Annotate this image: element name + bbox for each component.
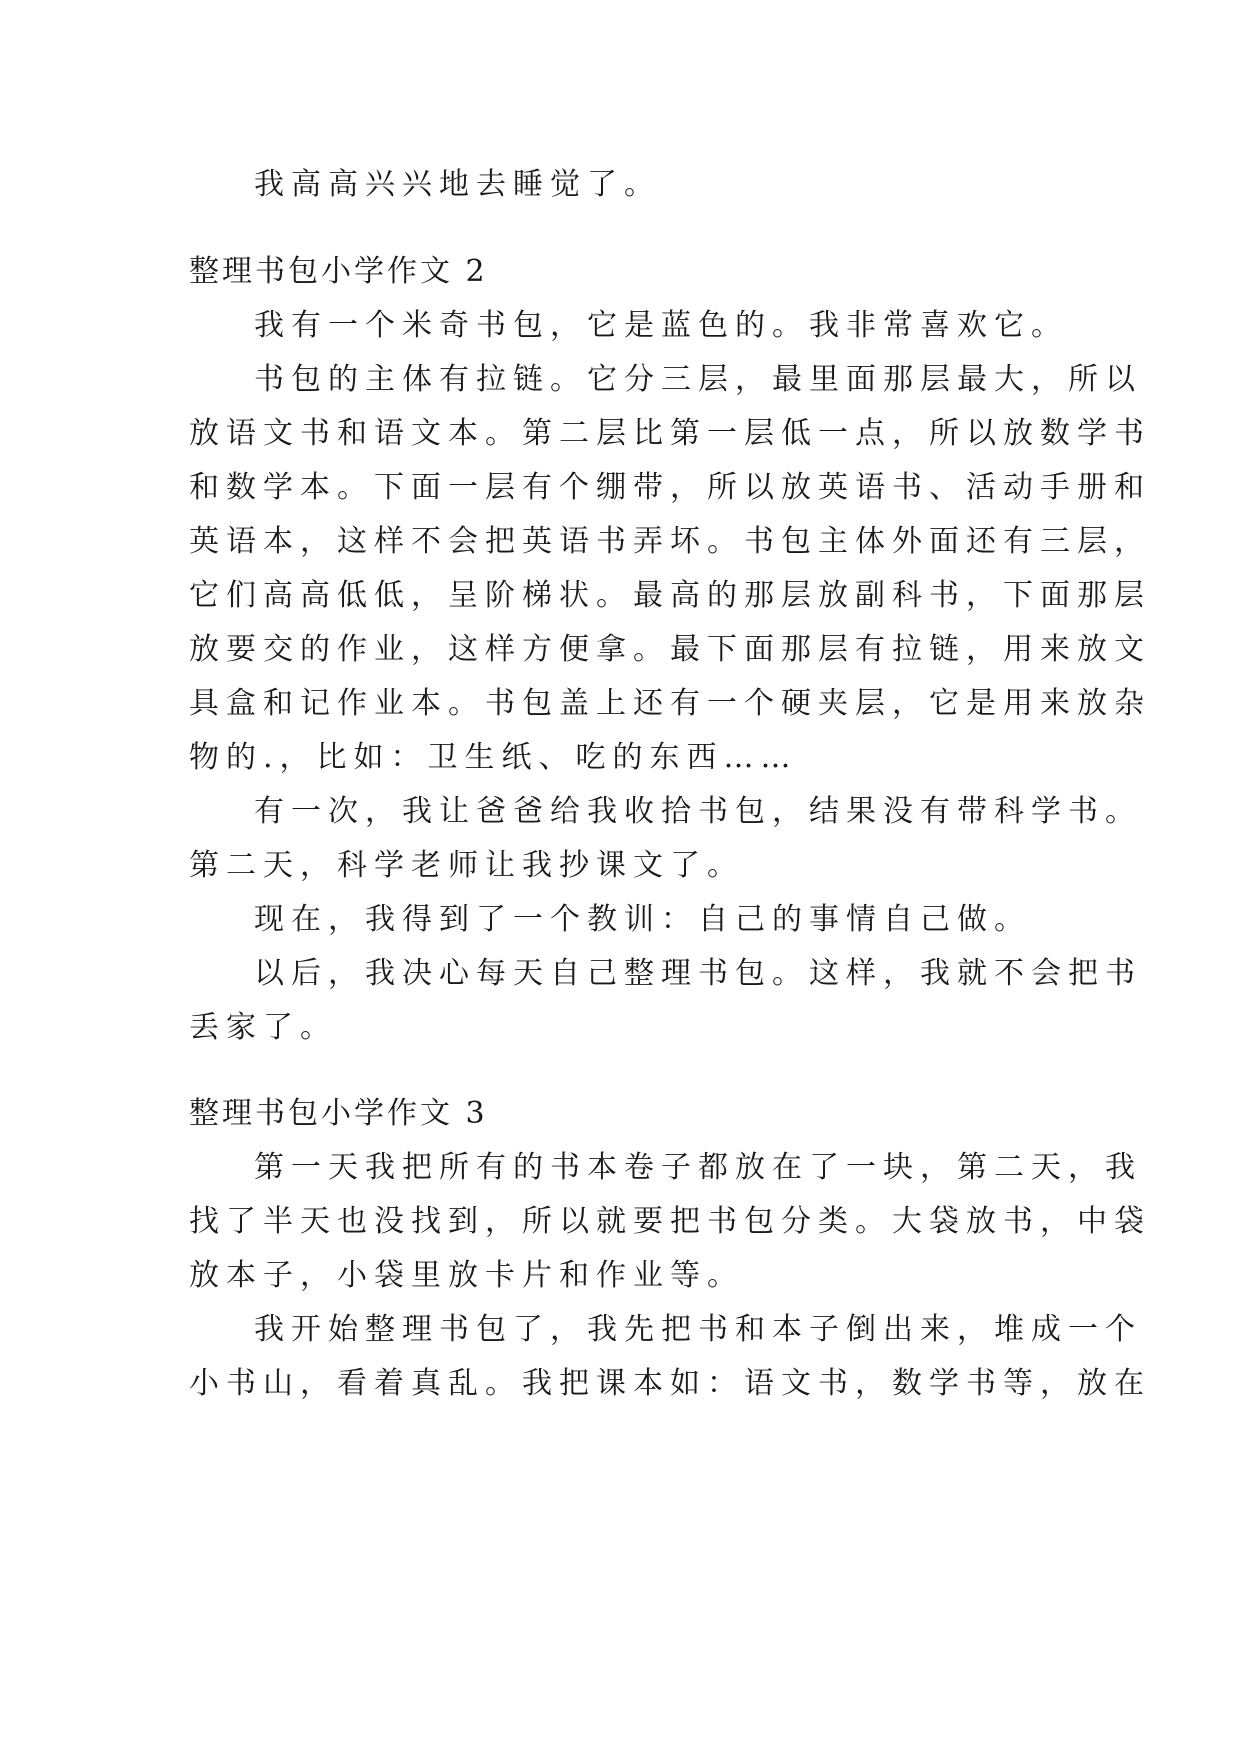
- paragraph-line: 放本子，小袋里放卡片和作业等。: [189, 1258, 744, 1293]
- paragraph-line: 我开始整理书包了，我先把书和本子倒出来，堆成一个: [254, 1312, 1142, 1347]
- essay-heading: 整理书包小学作文 3: [189, 1096, 488, 1131]
- essay-heading: 整理书包小学作文 2: [189, 254, 488, 289]
- paragraph-line: 英语本，这样不会把英语书弄坏。书包主体外面还有三层，: [189, 524, 1151, 559]
- paragraph-line: 现在，我得到了一个教训：自己的事情自己做。: [254, 902, 1031, 937]
- paragraph-line: 有一次，我让爸爸给我收拾书包，结果没有带科学书。: [254, 794, 1142, 829]
- paragraph-line: 物的.，比如：卫生纸、吃的东西……: [189, 740, 798, 775]
- paragraph-line: 第一天我把所有的书本卷子都放在了一块，第二天，我: [254, 1150, 1142, 1185]
- paragraph-line: 和数学本。下面一层有个绷带，所以放英语书、活动手册和: [189, 470, 1151, 505]
- paragraph-line: 找了半天也没找到，所以就要把书包分类。大袋放书，中袋: [189, 1204, 1151, 1239]
- paragraph-line: 我高高兴兴地去睡觉了。: [254, 167, 661, 202]
- paragraph-line: 它们高高低低，呈阶梯状。最高的那层放副科书，下面那层: [189, 578, 1151, 613]
- paragraph-line: 第二天，科学老师让我抄课文了。: [189, 848, 744, 883]
- paragraph-line: 具盒和记作业本。书包盖上还有一个硬夹层，它是用来放杂: [189, 686, 1151, 721]
- paragraph-line: 书包的主体有拉链。它分三层，最里面那层最大，所以: [254, 362, 1142, 397]
- paragraph-line: 小书山，看着真乱。我把课本如：语文书，数学书等，放在: [189, 1366, 1151, 1401]
- paragraph-line: 放要交的作业，这样方便拿。最下面那层有拉链，用来放文: [189, 632, 1151, 667]
- paragraph-line: 以后，我决心每天自己整理书包。这样，我就不会把书: [254, 956, 1142, 991]
- paragraph-line: 放语文书和语文本。第二层比第一层低一点，所以放数学书: [189, 416, 1151, 451]
- paragraph-line: 我有一个米奇书包，它是蓝色的。我非常喜欢它。: [254, 308, 1068, 343]
- paragraph-line: 丢家了。: [189, 1010, 337, 1045]
